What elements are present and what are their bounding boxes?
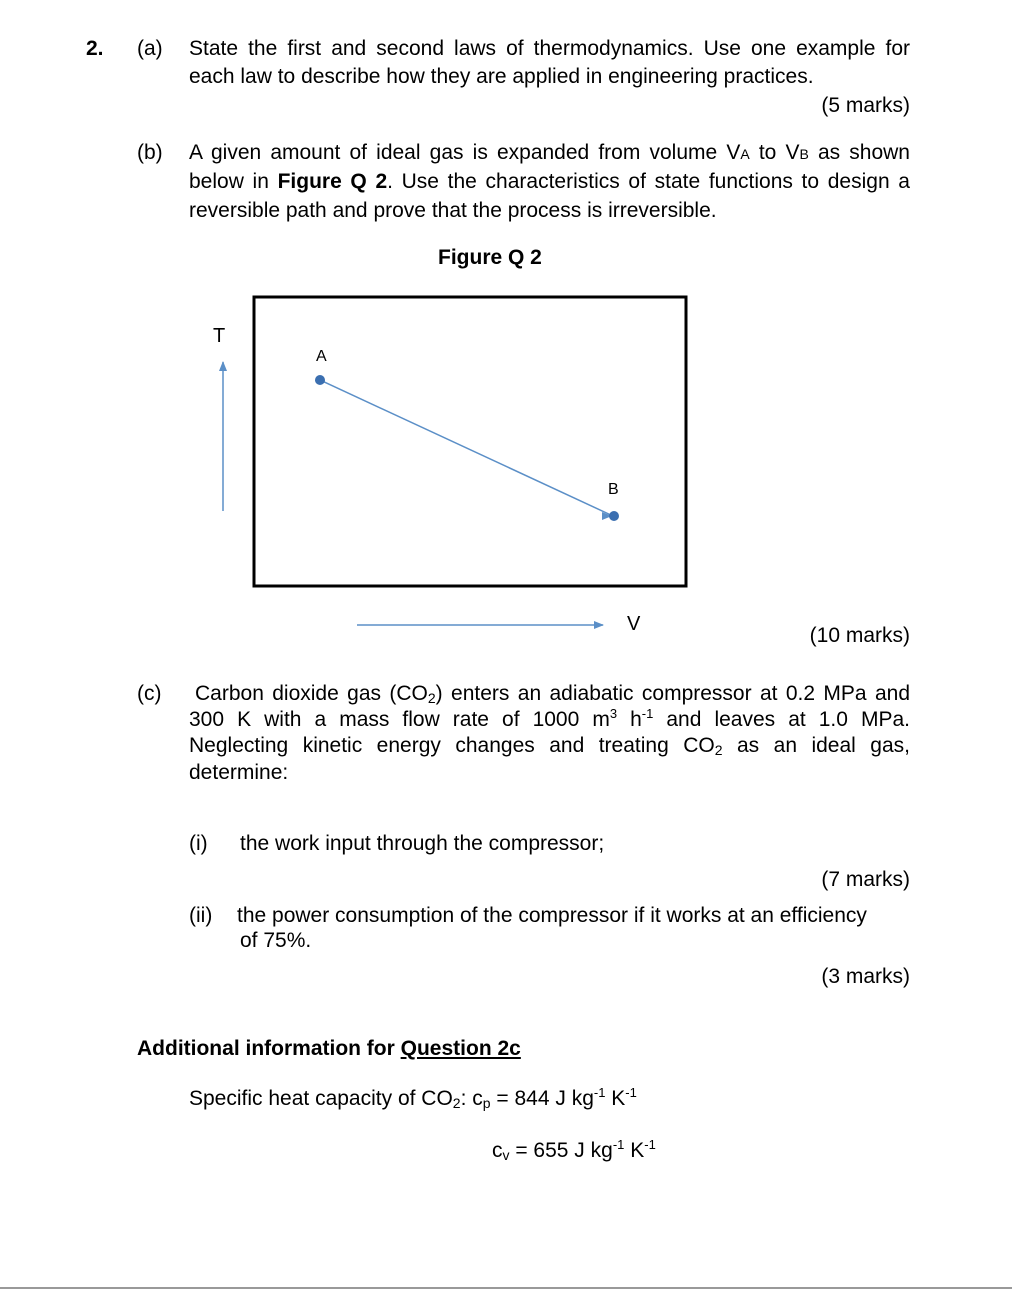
point-a-label: A <box>316 348 327 365</box>
page-bottom-rule <box>0 1287 1012 1289</box>
part-c-ii-line-1: the power consumption of the compressor if it works at an efficiency <box>237 904 867 927</box>
additional-info-heading: Additional information for Question 2c <box>137 1037 521 1060</box>
part-c-i-label: (i) <box>189 832 208 855</box>
part-a-line-2: each law to describe how they are applied in engineering practices. <box>189 65 814 88</box>
part-c-i-text: the work input through the compressor; <box>240 832 605 855</box>
part-c-line-3: Neglecting kinetic energy changes and treating $CO_2$ as an ideal gas, <box>189 734 910 758</box>
plot-frame <box>254 297 686 586</box>
x-axis-label: V <box>627 613 641 635</box>
part-b-label: (b) <box>137 141 163 164</box>
path-a-to-b <box>320 380 613 516</box>
y-axis-label: T <box>213 325 226 347</box>
part-b-marks: (10 marks) <box>809 624 910 647</box>
part-c-ii-line-2: of 75%. <box>240 929 312 952</box>
part-c-line-4: determine: <box>189 761 289 784</box>
part-c-ii-marks: (3 marks) <box>821 965 910 988</box>
part-c-label: (c) <box>137 682 162 705</box>
part-b-line-2: below in Figure Q 2. Use the characteristics of state functions to design a <box>189 170 910 193</box>
point-a <box>315 375 325 385</box>
cv-formula: $c_v = 655$ J $kg^{-1}$ $K^{-1}$ <box>492 1137 656 1163</box>
point-b <box>609 511 619 521</box>
point-b-label: B <box>608 481 619 498</box>
part-a-line-1: State the first and second laws of thermodynamics. Use one example for <box>189 37 910 60</box>
part-c-line-2: 300 K with a mass flow rate of 1000 $m^3$ $h^{-1}$ and leaves at 1.0 MPa. <box>189 706 910 731</box>
part-a-marks: (5 marks) <box>821 94 910 117</box>
part-a-label: (a) <box>137 37 163 60</box>
part-c-line-1: Carbon dioxide gas $(CO_2)$ enters an adiabatic compressor at 0.2 MPa and <box>195 682 910 706</box>
part-b-line-1: A given amount of ideal gas is expanded from volume VA to VB as shown <box>189 141 910 164</box>
part-c-ii-label: (ii) <box>189 904 213 927</box>
part-b-line-3: reversible path and prove that the process is irreversible. <box>189 199 717 222</box>
figure-caption: Figure Q 2 <box>438 246 542 269</box>
part-c-i-marks: (7 marks) <box>821 868 910 891</box>
cp-formula: Specific heat capacity of $CO_2$: $c_p = 844$ J $kg^{-1}$ $K^{-1}$ <box>189 1085 637 1111</box>
question-number: 2. <box>86 37 104 60</box>
